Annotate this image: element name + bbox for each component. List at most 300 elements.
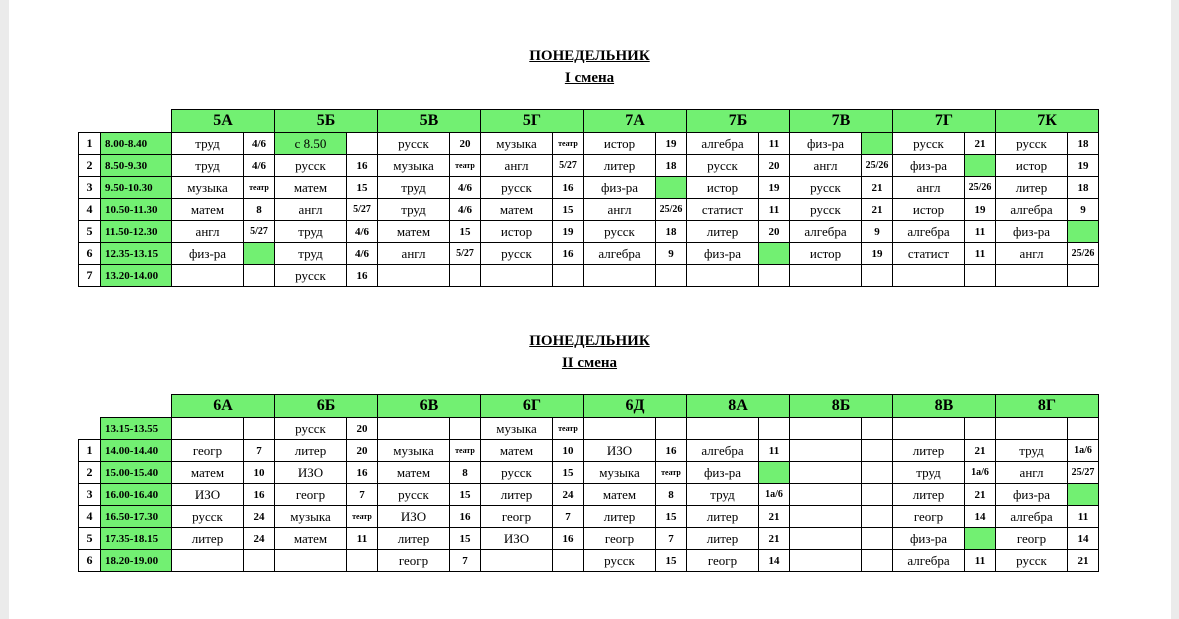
subject-cell: музыка bbox=[481, 133, 553, 155]
lesson-number: 6 bbox=[79, 243, 101, 265]
room-cell: 9 bbox=[862, 221, 893, 243]
subject-cell: с 8.50 bbox=[275, 133, 347, 155]
subject-cell: русск bbox=[893, 133, 965, 155]
room-cell bbox=[862, 506, 893, 528]
shift1-schedule-table bbox=[78, 109, 1099, 287]
room-cell: 1а/6 bbox=[1068, 440, 1099, 462]
lesson-row bbox=[79, 155, 1099, 177]
shift1-day-title: ПОНЕДЕЛЬНИК bbox=[529, 48, 650, 64]
lesson-row bbox=[79, 484, 1099, 506]
room-cell: 5/27 bbox=[553, 155, 584, 177]
subject-cell bbox=[790, 550, 862, 572]
room-cell bbox=[244, 243, 275, 265]
room-cell bbox=[759, 243, 790, 265]
room-cell: 14 bbox=[965, 506, 996, 528]
subject-cell bbox=[893, 265, 965, 287]
shift2-day-title: ПОНЕДЕЛЬНИК bbox=[529, 333, 650, 349]
room-cell: 8 bbox=[656, 484, 687, 506]
room-cell bbox=[244, 265, 275, 287]
room-cell: 4/6 bbox=[244, 155, 275, 177]
room-cell: 18 bbox=[1068, 133, 1099, 155]
subject-cell: музыка bbox=[481, 418, 553, 440]
room-cell: 7 bbox=[450, 550, 481, 572]
room-cell bbox=[656, 265, 687, 287]
lesson-row bbox=[79, 177, 1099, 199]
room-cell: театр bbox=[656, 462, 687, 484]
room-cell: 24 bbox=[244, 528, 275, 550]
subject-cell: литер bbox=[687, 506, 759, 528]
room-cell: 8 bbox=[450, 462, 481, 484]
subject-cell: алгебра bbox=[790, 221, 862, 243]
subject-cell: матем bbox=[378, 462, 450, 484]
lesson-row bbox=[79, 462, 1099, 484]
room-cell: 11 bbox=[965, 550, 996, 572]
subject-cell: англ bbox=[584, 199, 656, 221]
room-cell: 16 bbox=[347, 265, 378, 287]
lesson-number: 7 bbox=[79, 265, 101, 287]
room-cell: 16 bbox=[450, 506, 481, 528]
room-cell: 20 bbox=[759, 155, 790, 177]
subject-cell: русск bbox=[172, 506, 244, 528]
subject-cell: матем bbox=[172, 462, 244, 484]
room-cell bbox=[1068, 418, 1099, 440]
class-header: 5Б bbox=[275, 110, 378, 133]
subject-cell: геогр bbox=[275, 484, 347, 506]
room-cell: 18 bbox=[656, 155, 687, 177]
room-cell bbox=[450, 265, 481, 287]
header-blank bbox=[79, 395, 172, 418]
room-cell: 19 bbox=[656, 133, 687, 155]
subject-cell: физ-ра bbox=[584, 177, 656, 199]
subject-cell: англ bbox=[378, 243, 450, 265]
room-cell: 16 bbox=[347, 462, 378, 484]
subject-cell: англ bbox=[790, 155, 862, 177]
class-header: 6Б bbox=[275, 395, 378, 418]
room-cell: театр bbox=[450, 155, 481, 177]
room-cell: 1а/6 bbox=[965, 462, 996, 484]
subject-cell bbox=[378, 418, 450, 440]
subject-cell: англ bbox=[481, 155, 553, 177]
subject-cell: истор bbox=[790, 243, 862, 265]
room-cell bbox=[1068, 221, 1099, 243]
subject-cell: русск bbox=[584, 221, 656, 243]
lesson-number: 3 bbox=[79, 484, 101, 506]
room-cell: 10 bbox=[553, 440, 584, 462]
lesson-time: 11.50-12.30 bbox=[101, 221, 172, 243]
class-header-row bbox=[79, 395, 1099, 418]
subject-cell: труд bbox=[687, 484, 759, 506]
lesson-number: 2 bbox=[79, 462, 101, 484]
room-cell bbox=[862, 265, 893, 287]
room-cell: 15 bbox=[347, 177, 378, 199]
subject-cell: труд bbox=[893, 462, 965, 484]
subject-cell: матем bbox=[275, 177, 347, 199]
room-cell: 19 bbox=[862, 243, 893, 265]
room-cell bbox=[553, 265, 584, 287]
room-cell: 16 bbox=[347, 155, 378, 177]
room-cell bbox=[656, 418, 687, 440]
subject-cell: физ-ра bbox=[996, 484, 1068, 506]
lesson-time: 8.00-8.40 bbox=[101, 133, 172, 155]
room-cell bbox=[656, 177, 687, 199]
class-header: 5В bbox=[378, 110, 481, 133]
header-blank bbox=[79, 110, 172, 133]
subject-cell: музыка bbox=[275, 506, 347, 528]
class-header: 7В bbox=[790, 110, 893, 133]
room-cell bbox=[759, 462, 790, 484]
room-cell bbox=[1068, 484, 1099, 506]
lesson-time: 8.50-9.30 bbox=[101, 155, 172, 177]
subject-cell: алгебра bbox=[584, 243, 656, 265]
subject-cell: физ-ра bbox=[893, 155, 965, 177]
subject-cell bbox=[275, 550, 347, 572]
class-header: 6В bbox=[378, 395, 481, 418]
subject-cell: литер bbox=[584, 155, 656, 177]
class-header: 6А bbox=[172, 395, 275, 418]
subject-cell: музыка bbox=[584, 462, 656, 484]
subject-cell: литер bbox=[687, 221, 759, 243]
room-cell bbox=[347, 550, 378, 572]
room-cell bbox=[244, 550, 275, 572]
subject-cell bbox=[790, 265, 862, 287]
room-cell: 10 bbox=[244, 462, 275, 484]
room-cell: 4/6 bbox=[347, 243, 378, 265]
room-cell: 21 bbox=[965, 484, 996, 506]
subject-cell bbox=[790, 418, 862, 440]
shift2-shift-title: II смена bbox=[561, 355, 618, 371]
subject-cell: геогр bbox=[481, 506, 553, 528]
class-header: 8Б bbox=[790, 395, 893, 418]
subject-cell: музыка bbox=[378, 440, 450, 462]
room-cell: 16 bbox=[244, 484, 275, 506]
room-cell: театр bbox=[347, 506, 378, 528]
room-cell: 15 bbox=[450, 528, 481, 550]
room-cell: 11 bbox=[759, 199, 790, 221]
subject-cell bbox=[790, 506, 862, 528]
subject-cell: алгебра bbox=[996, 506, 1068, 528]
subject-cell: геогр bbox=[378, 550, 450, 572]
lesson-time: 16.50-17.30 bbox=[101, 506, 172, 528]
room-cell: 11 bbox=[1068, 506, 1099, 528]
subject-cell bbox=[172, 418, 244, 440]
room-cell bbox=[862, 418, 893, 440]
subject-cell: истор bbox=[996, 155, 1068, 177]
subject-cell bbox=[996, 265, 1068, 287]
room-cell bbox=[862, 440, 893, 462]
class-header: 8В bbox=[893, 395, 996, 418]
subject-cell: алгебра bbox=[893, 221, 965, 243]
room-cell: 25/26 bbox=[656, 199, 687, 221]
room-cell: 7 bbox=[656, 528, 687, 550]
subject-cell: литер bbox=[275, 440, 347, 462]
room-cell: 16 bbox=[656, 440, 687, 462]
subject-cell bbox=[790, 440, 862, 462]
lesson-number: 1 bbox=[79, 133, 101, 155]
subject-cell: алгебра bbox=[893, 550, 965, 572]
room-cell: 25/26 bbox=[862, 155, 893, 177]
lesson-number: 1 bbox=[79, 440, 101, 462]
room-cell: 25/27 bbox=[1068, 462, 1099, 484]
class-header: 5А bbox=[172, 110, 275, 133]
subject-cell: геогр bbox=[584, 528, 656, 550]
room-cell bbox=[244, 418, 275, 440]
subject-cell: алгебра bbox=[687, 440, 759, 462]
subject-cell bbox=[790, 528, 862, 550]
subject-cell: геогр bbox=[687, 550, 759, 572]
room-cell: 20 bbox=[347, 440, 378, 462]
lesson-time: 9.50-10.30 bbox=[101, 177, 172, 199]
room-cell bbox=[965, 418, 996, 440]
room-cell: 11 bbox=[347, 528, 378, 550]
room-cell: 15 bbox=[656, 506, 687, 528]
subject-cell: литер bbox=[893, 484, 965, 506]
room-cell: 15 bbox=[450, 484, 481, 506]
room-cell bbox=[450, 418, 481, 440]
subject-cell bbox=[378, 265, 450, 287]
subject-cell: русск bbox=[481, 177, 553, 199]
room-cell: 15 bbox=[553, 199, 584, 221]
room-cell: 16 bbox=[553, 177, 584, 199]
subject-cell: труд bbox=[996, 440, 1068, 462]
subject-cell bbox=[584, 418, 656, 440]
room-cell: 20 bbox=[759, 221, 790, 243]
room-cell: 25/26 bbox=[1068, 243, 1099, 265]
subject-cell: ИЗО bbox=[481, 528, 553, 550]
room-cell: 11 bbox=[759, 440, 790, 462]
room-cell: 24 bbox=[244, 506, 275, 528]
subject-cell bbox=[172, 550, 244, 572]
lesson-time: 12.35-13.15 bbox=[101, 243, 172, 265]
shift1-shift-title: I смена bbox=[564, 70, 615, 86]
lesson-row bbox=[79, 199, 1099, 221]
room-cell: театр bbox=[450, 440, 481, 462]
lesson-time: 18.20-19.00 bbox=[101, 550, 172, 572]
subject-cell: англ bbox=[172, 221, 244, 243]
room-cell: 4/6 bbox=[450, 199, 481, 221]
lesson-row bbox=[79, 506, 1099, 528]
subject-cell: англ bbox=[996, 462, 1068, 484]
subject-cell: матем bbox=[172, 199, 244, 221]
room-cell bbox=[553, 550, 584, 572]
subject-cell: англ bbox=[893, 177, 965, 199]
subject-cell: матем bbox=[481, 440, 553, 462]
subject-cell: труд bbox=[172, 155, 244, 177]
class-header: 7Г bbox=[893, 110, 996, 133]
room-cell bbox=[965, 155, 996, 177]
room-cell: 7 bbox=[347, 484, 378, 506]
lesson-row bbox=[79, 418, 1099, 440]
room-cell: 15 bbox=[450, 221, 481, 243]
lesson-time: 17.35-18.15 bbox=[101, 528, 172, 550]
subject-cell bbox=[584, 265, 656, 287]
room-cell: 5/27 bbox=[244, 221, 275, 243]
lesson-number: 5 bbox=[79, 221, 101, 243]
subject-cell bbox=[996, 418, 1068, 440]
room-cell bbox=[759, 418, 790, 440]
subject-cell: истор bbox=[481, 221, 553, 243]
class-header: 7А bbox=[584, 110, 687, 133]
room-cell: 15 bbox=[656, 550, 687, 572]
room-cell: 19 bbox=[1068, 155, 1099, 177]
subject-cell: русск bbox=[481, 462, 553, 484]
room-cell: 18 bbox=[656, 221, 687, 243]
subject-cell: матем bbox=[481, 199, 553, 221]
room-cell: 24 bbox=[553, 484, 584, 506]
room-cell: 14 bbox=[1068, 528, 1099, 550]
subject-cell: геогр bbox=[996, 528, 1068, 550]
subject-cell: русск bbox=[275, 418, 347, 440]
subject-cell: физ-ра bbox=[687, 243, 759, 265]
subject-cell bbox=[893, 418, 965, 440]
room-cell: 5/27 bbox=[347, 199, 378, 221]
subject-cell: алгебра bbox=[687, 133, 759, 155]
shift2-schedule-table bbox=[78, 394, 1099, 572]
subject-cell: музыка bbox=[378, 155, 450, 177]
subject-cell: русск bbox=[996, 133, 1068, 155]
subject-cell: физ-ра bbox=[893, 528, 965, 550]
room-cell: 9 bbox=[656, 243, 687, 265]
subject-cell bbox=[687, 418, 759, 440]
room-cell: 11 bbox=[965, 243, 996, 265]
class-header: 7Б bbox=[687, 110, 790, 133]
subject-cell: матем bbox=[275, 528, 347, 550]
subject-cell: труд bbox=[378, 199, 450, 221]
room-cell: 18 bbox=[1068, 177, 1099, 199]
subject-cell: алгебра bbox=[996, 199, 1068, 221]
subject-cell: труд bbox=[378, 177, 450, 199]
room-cell: 15 bbox=[553, 462, 584, 484]
class-header: 7К bbox=[996, 110, 1099, 133]
subject-cell: ИЗО bbox=[584, 440, 656, 462]
room-cell: 21 bbox=[759, 506, 790, 528]
room-cell: 4/6 bbox=[244, 133, 275, 155]
lesson-time: 16.00-16.40 bbox=[101, 484, 172, 506]
lesson-number: 2 bbox=[79, 155, 101, 177]
subject-cell: литер bbox=[996, 177, 1068, 199]
lesson-time: 10.50-11.30 bbox=[101, 199, 172, 221]
subject-cell: русск bbox=[584, 550, 656, 572]
room-cell bbox=[1068, 265, 1099, 287]
lesson-time: 13.15-13.55 bbox=[101, 418, 172, 440]
room-cell bbox=[347, 133, 378, 155]
room-cell: 21 bbox=[965, 440, 996, 462]
lesson-row bbox=[79, 221, 1099, 243]
subject-cell: статист bbox=[893, 243, 965, 265]
subject-cell: физ-ра bbox=[996, 221, 1068, 243]
lesson-row bbox=[79, 440, 1099, 462]
subject-cell: русск bbox=[481, 243, 553, 265]
class-header-row bbox=[79, 110, 1099, 133]
subject-cell: истор bbox=[893, 199, 965, 221]
subject-cell: русск bbox=[790, 199, 862, 221]
subject-cell: геогр bbox=[893, 506, 965, 528]
subject-cell bbox=[172, 265, 244, 287]
subject-cell: литер bbox=[584, 506, 656, 528]
subject-cell bbox=[481, 265, 553, 287]
subject-cell: ИЗО bbox=[378, 506, 450, 528]
subject-cell: русск bbox=[378, 133, 450, 155]
subject-cell: ИЗО bbox=[172, 484, 244, 506]
subject-cell: истор bbox=[687, 177, 759, 199]
subject-cell: ИЗО bbox=[275, 462, 347, 484]
lesson-row bbox=[79, 528, 1099, 550]
lesson-number: 6 bbox=[79, 550, 101, 572]
room-cell: 1а/6 bbox=[759, 484, 790, 506]
class-header: 8А bbox=[687, 395, 790, 418]
room-cell bbox=[965, 265, 996, 287]
room-cell: театр bbox=[244, 177, 275, 199]
room-cell: 21 bbox=[862, 199, 893, 221]
room-cell: 4/6 bbox=[347, 221, 378, 243]
room-cell: 7 bbox=[553, 506, 584, 528]
subject-cell bbox=[790, 462, 862, 484]
subject-cell bbox=[481, 550, 553, 572]
subject-cell bbox=[790, 484, 862, 506]
subject-cell: русск bbox=[687, 155, 759, 177]
room-cell: 7 bbox=[244, 440, 275, 462]
room-cell: 21 bbox=[862, 177, 893, 199]
subject-cell: русск bbox=[275, 265, 347, 287]
subject-cell: матем bbox=[584, 484, 656, 506]
lesson-number: 4 bbox=[79, 506, 101, 528]
room-cell: 16 bbox=[553, 528, 584, 550]
lesson-time: 14.00-14.40 bbox=[101, 440, 172, 462]
subject-cell: русск bbox=[790, 177, 862, 199]
subject-cell: физ-ра bbox=[790, 133, 862, 155]
room-cell bbox=[759, 265, 790, 287]
subject-cell: статист bbox=[687, 199, 759, 221]
room-cell: театр bbox=[553, 133, 584, 155]
subject-cell: литер bbox=[378, 528, 450, 550]
room-cell: театр bbox=[553, 418, 584, 440]
subject-cell: труд bbox=[275, 243, 347, 265]
subject-cell: англ bbox=[275, 199, 347, 221]
subject-cell: музыка bbox=[172, 177, 244, 199]
subject-cell: истор bbox=[584, 133, 656, 155]
subject-cell: англ bbox=[996, 243, 1068, 265]
room-cell: 8 bbox=[244, 199, 275, 221]
room-cell: 20 bbox=[347, 418, 378, 440]
room-cell bbox=[862, 528, 893, 550]
subject-cell: труд bbox=[275, 221, 347, 243]
lesson-time: 13.20-14.00 bbox=[101, 265, 172, 287]
subject-cell: русск bbox=[996, 550, 1068, 572]
lesson-time: 15.00-15.40 bbox=[101, 462, 172, 484]
room-cell: 19 bbox=[965, 199, 996, 221]
room-cell: 21 bbox=[965, 133, 996, 155]
room-cell: 20 bbox=[450, 133, 481, 155]
room-cell: 19 bbox=[759, 177, 790, 199]
lesson-number-blank bbox=[79, 418, 101, 440]
subject-cell: геогр bbox=[172, 440, 244, 462]
room-cell: 16 bbox=[553, 243, 584, 265]
subject-cell: литер bbox=[687, 528, 759, 550]
room-cell bbox=[862, 550, 893, 572]
class-header: 8Г bbox=[996, 395, 1099, 418]
room-cell bbox=[862, 462, 893, 484]
lesson-row bbox=[79, 133, 1099, 155]
subject-cell: литер bbox=[172, 528, 244, 550]
room-cell: 21 bbox=[1068, 550, 1099, 572]
lesson-row bbox=[79, 265, 1099, 287]
subject-cell: физ-ра bbox=[687, 462, 759, 484]
room-cell: 19 bbox=[553, 221, 584, 243]
class-header: 6Г bbox=[481, 395, 584, 418]
subject-cell: русск bbox=[275, 155, 347, 177]
room-cell bbox=[862, 133, 893, 155]
room-cell: 9 bbox=[1068, 199, 1099, 221]
lesson-row bbox=[79, 243, 1099, 265]
